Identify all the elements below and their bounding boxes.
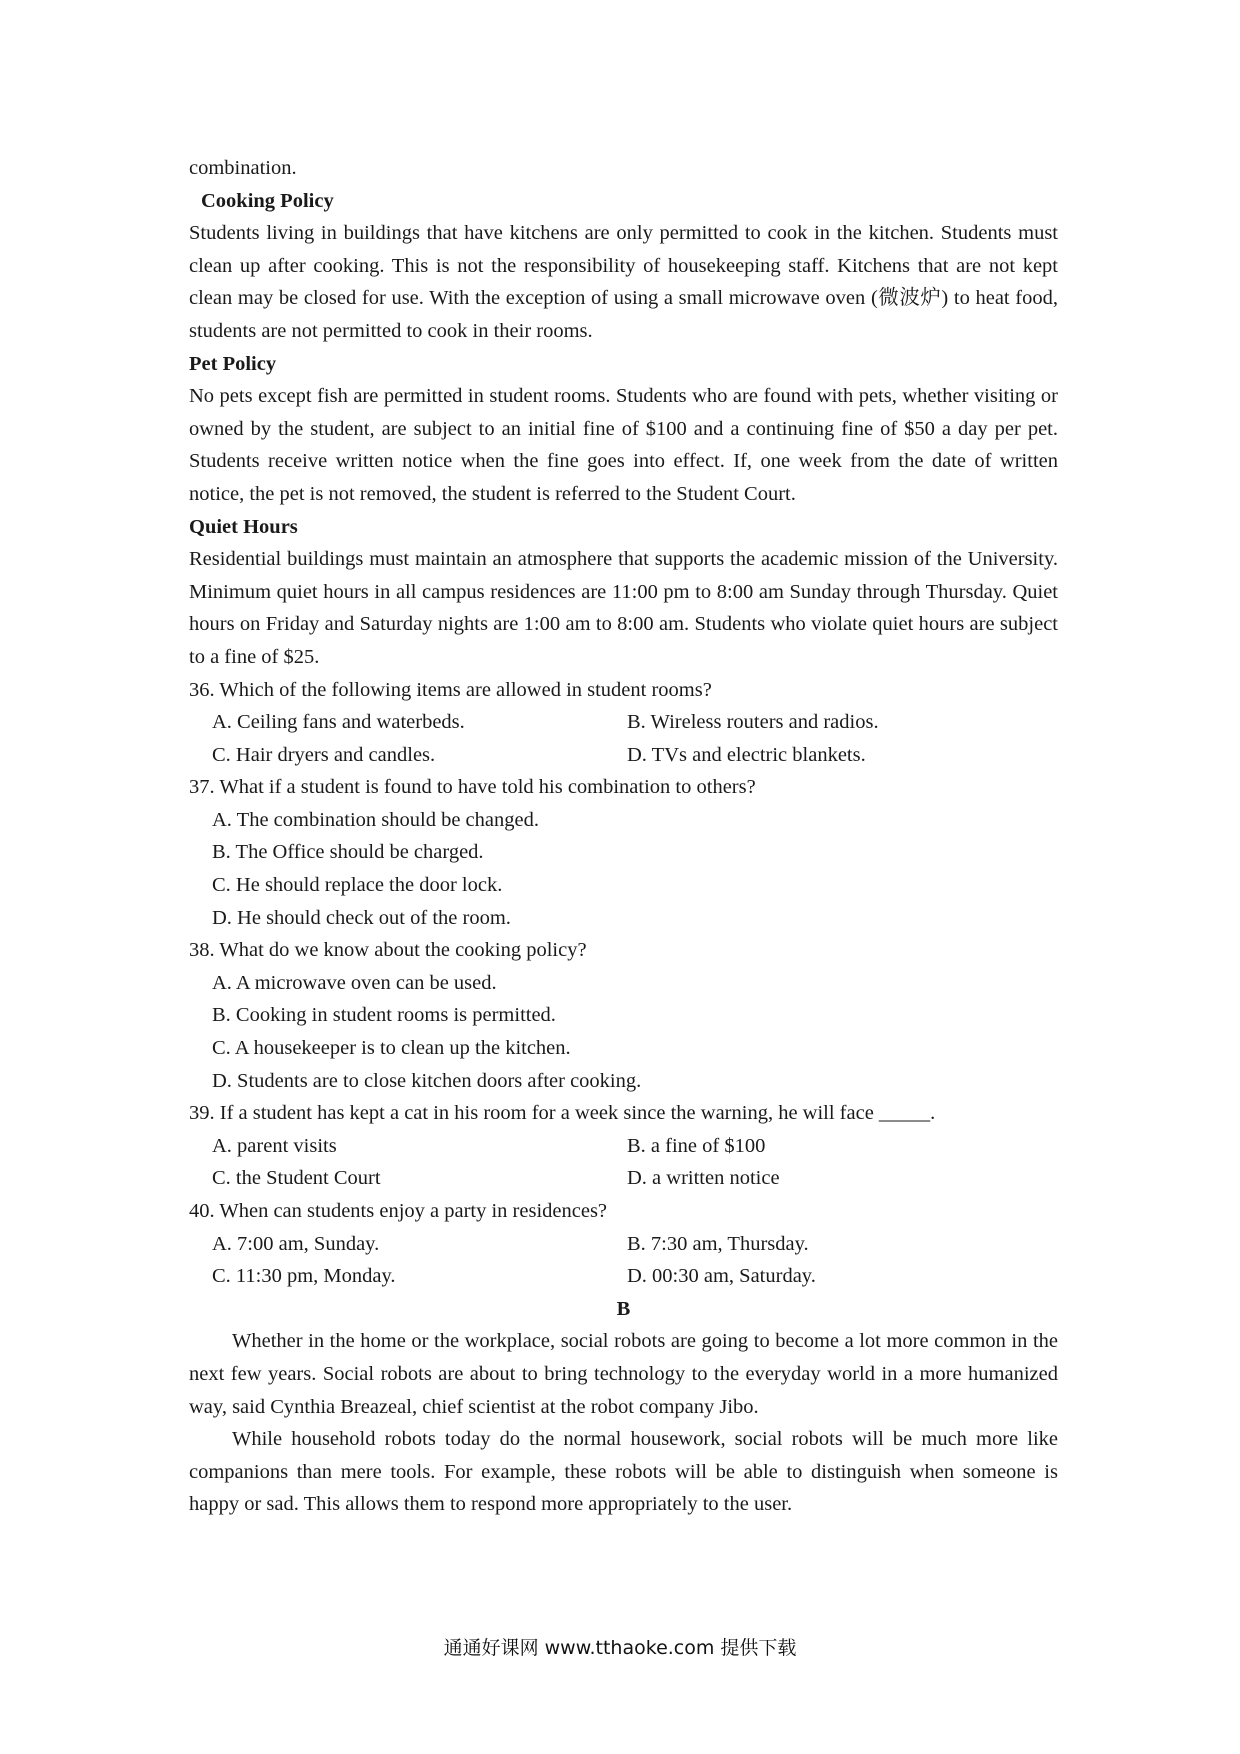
section-b-label: B [616, 1297, 631, 1320]
question-stem: 37. What if a student is found to have told his combination to others? [189, 776, 756, 799]
option-b: B. Cooking in student rooms is permitted. [212, 1004, 556, 1027]
question-stem: 36. Which of the following items are allowed in student rooms? [189, 678, 712, 701]
option-d: D. 00:30 am, Saturday. [627, 1265, 816, 1288]
option-a: A. parent visits [212, 1134, 337, 1157]
option-d: D. Students are to close kitchen doors after cooking. [212, 1069, 642, 1092]
question-stem: 38. What do we know about the cooking policy? [189, 939, 587, 962]
quiet-hours-heading: Quiet Hours [189, 515, 298, 538]
option-c: C. 11:30 pm, Monday. [212, 1265, 396, 1288]
option-row [189, 706, 1058, 739]
question-38 [189, 934, 1058, 1097]
option-b: B. 7:30 am, Thursday. [627, 1232, 809, 1255]
page-footer: 通通好课网 www.tthaoke.com 提供下载 [443, 1637, 797, 1659]
question-39 [189, 1097, 1058, 1195]
option-row [189, 1162, 1058, 1195]
option-d: D. He should check out of the room. [212, 906, 511, 929]
option-c: C. the Student Court [212, 1167, 381, 1190]
option-c: C. A housekeeper is to clean up the kitchen. [212, 1037, 571, 1060]
option-b: B. Wireless routers and radios. [627, 711, 879, 734]
option-row [189, 739, 1058, 772]
quiet-hours-body: Residential buildings must maintain an atmosphere that supports the academic mission of the University. Minimum quiet hours in all campus residences are 11:00 pm to 8:00 am Sunday through Thursday. Quiet hours on Friday and Saturday nights are 1:00 am to 8:00 am. Students who violate quiet hours are subject to a fine of $25. [189, 548, 1058, 668]
pet-policy-heading: Pet Policy [189, 352, 277, 375]
option-a: A. The combination should be changed. [212, 808, 539, 831]
option-b: B. The Office should be charged. [212, 841, 484, 864]
option-a: A. 7:00 am, Sunday. [212, 1232, 380, 1255]
option-c: C. He should replace the door lock. [212, 874, 503, 897]
option-a: A. Ceiling fans and waterbeds. [212, 711, 465, 734]
cooking-policy-heading: Cooking Policy [201, 189, 334, 212]
question-36 [189, 674, 1058, 772]
cooking-policy-body: Students living in buildings that have kitchens are only permitted to cook in the kitchen. Students must clean up after cooking. This is not the responsibility of housekeeping staff. Kitchens that are not kept clean may be closed for use. With the exception of using a small microwave oven (微波炉) to heat food, students are not permitted to cook in their rooms. [189, 222, 1058, 342]
pet-policy-body: No pets except fish are permitted in student rooms. Students who are found with pets, whether visiting or owned by the student, are subject to an initial fine of $100 and a continuing fine of $50 a day per pet. Students receive written notice when the fine goes into effect. If, one week from the date of written notice, the pet is not removed, the student is referred to the Student Court. [189, 385, 1058, 505]
option-d: D. a written notice [627, 1167, 780, 1190]
question-40 [189, 1195, 1058, 1293]
continued-text: combination. [189, 157, 297, 179]
option-a: A. A microwave oven can be used. [212, 971, 497, 994]
section-b-paragraph-1: Whether in the home or the workplace, social robots are going to become a lot more common in the next few years. Social robots are about to bring technology to the everyday world in a more humanized way, said Cynthia Breazeal, chief scientist at the robot company Jibo. [189, 1330, 1058, 1418]
question-stem: 40. When can students enjoy a party in residences? [189, 1200, 608, 1222]
page-content [189, 152, 1058, 1521]
option-row [189, 1228, 1058, 1261]
section-b-paragraph-2: While household robots today do the normal housework, social robots will be much more like companions than mere tools. For example, these robots will be able to distinguish when someone is happy or sad. This allows them to respond more appropriately to the user. [189, 1428, 1058, 1516]
option-row [189, 1130, 1058, 1163]
option-c: C. Hair dryers and candles. [212, 743, 436, 766]
question-stem: 39. If a student has kept a cat in his room for a week since the warning, he will face _____. [189, 1102, 936, 1125]
option-row [189, 1260, 1058, 1293]
question-37 [189, 771, 1058, 934]
option-d: D. TVs and electric blankets. [627, 743, 866, 766]
option-b: B. a fine of $100 [627, 1134, 766, 1157]
